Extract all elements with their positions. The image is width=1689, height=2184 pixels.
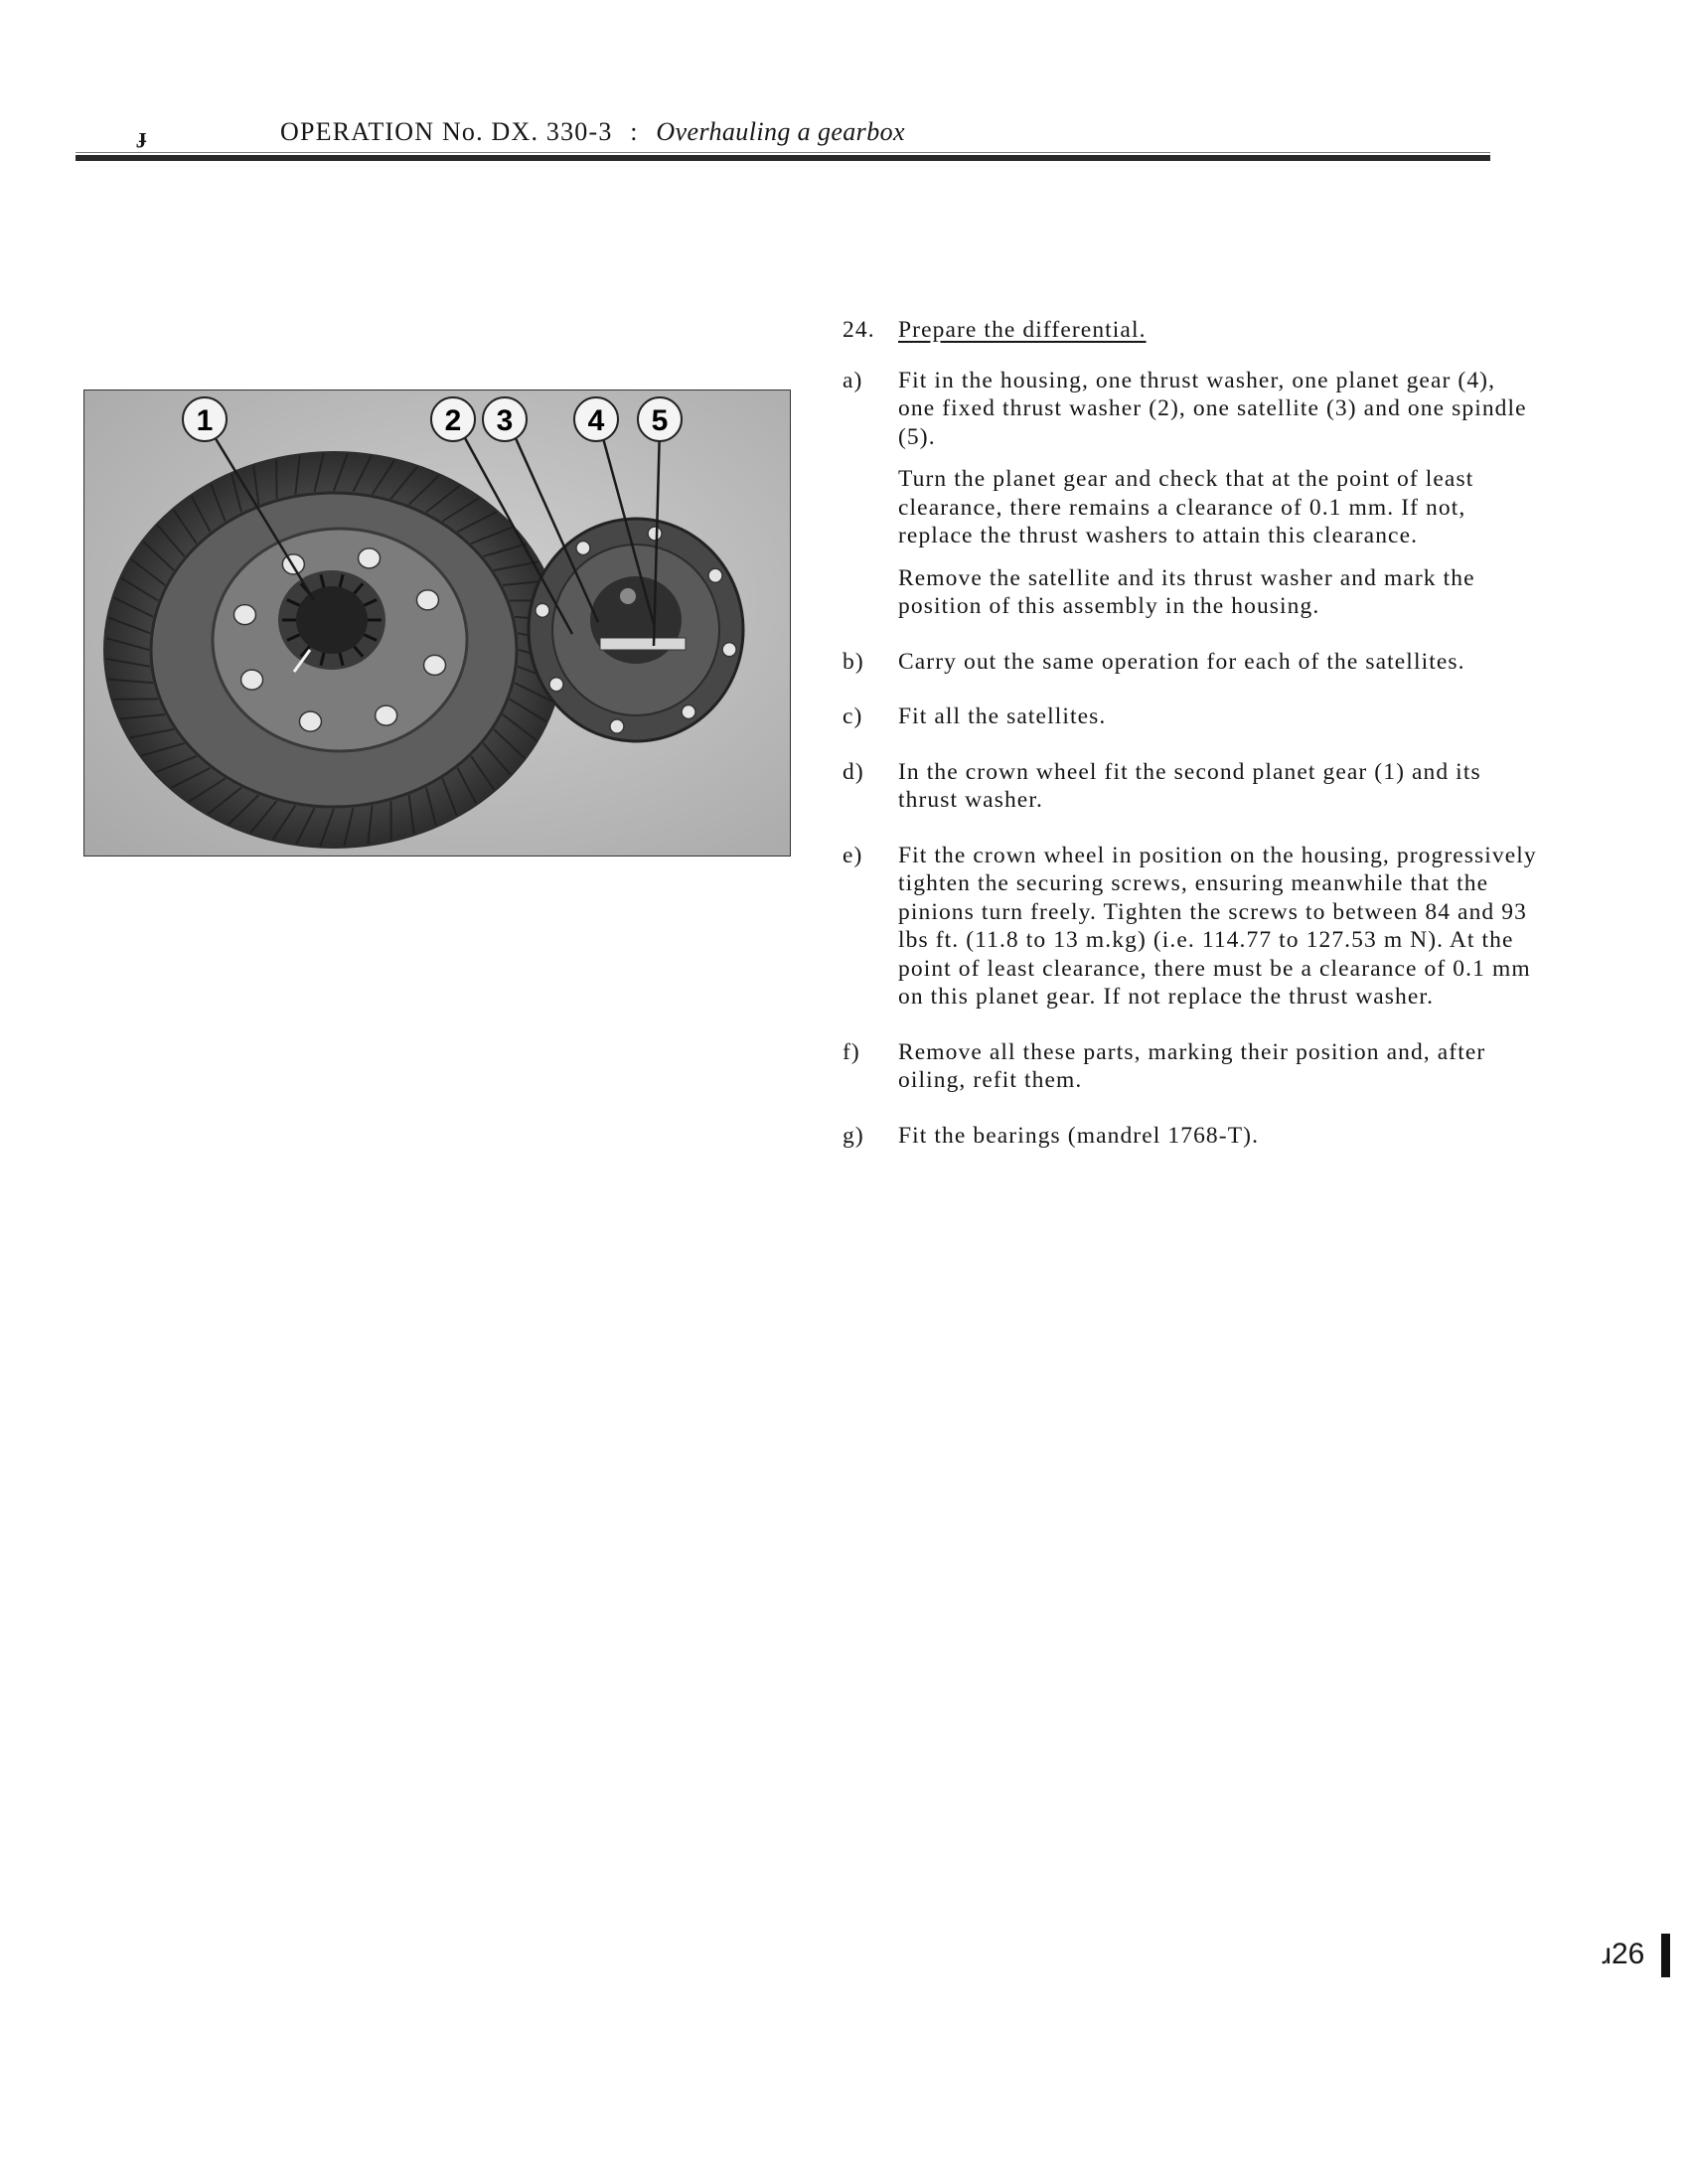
item-paragraph: Remove the satellite and its thrust washer and mark the position of this assembly in the housing.	[898, 564, 1475, 619]
item-paragraph: Fit in the housing, one thrust washer, one planet gear (4), one fixed thrust washer (2), one satellite (3) and one spindle (5).	[898, 367, 1527, 450]
item-letter: b)	[843, 648, 864, 675]
differential-housing	[529, 519, 743, 741]
page-header	[0, 0, 1689, 169]
item-paragraph: Remove all these parts, marking their position and, after oiling, refit them.	[898, 1038, 1486, 1093]
instructions	[843, 316, 1538, 1176]
step-item-a	[843, 367, 1538, 621]
callout-1	[183, 397, 227, 441]
callout-label: 1	[196, 404, 214, 437]
item-body	[898, 758, 1538, 815]
page-edge-bar	[1661, 1934, 1670, 1977]
item-letter: c)	[843, 703, 863, 729]
callout-4	[574, 397, 618, 441]
step-item-e	[843, 842, 1538, 1012]
callout-2	[431, 397, 475, 441]
item-paragraph: Fit the bearings (mandrel 1768-T).	[898, 1122, 1260, 1149]
header-mark: ɟ	[139, 123, 147, 148]
differential-photo	[83, 390, 791, 857]
item-letter: a)	[843, 367, 863, 393]
step-item-g	[843, 1122, 1538, 1151]
item-paragraph: Carry out the same operation for each of the satellites.	[898, 648, 1465, 675]
operation-line	[280, 117, 905, 147]
step-item-b	[843, 648, 1538, 677]
item-paragraph: Turn the planet gear and check that at the point of least clearance, there remains a clearance of 0.1 mm. If not, replace the thrust washers to attain this clearance.	[898, 466, 1474, 548]
item-body	[898, 842, 1538, 1012]
item-body	[898, 1122, 1538, 1151]
item-body	[898, 1038, 1538, 1095]
step-heading	[843, 316, 1538, 345]
crown-wheel	[103, 451, 564, 849]
header-rule	[76, 155, 1490, 161]
item-paragraph: Fit the crown wheel in position on the housing, progressively tighten the securing screws, ensuring meanwhile that the pinions turn freely. Tighten the screws to between 84 and 93 lbs ft. (11.8 to 13 m.kg) (i.e. 114.77 to 127.53 m N). At the point of least clearance, there must be a clearance of 0.1 mm on this planet gear. If not replace the thrust washer.	[898, 842, 1537, 1010]
callout-label: 4	[587, 404, 605, 437]
item-letter: e)	[843, 842, 863, 868]
item-body	[898, 702, 1538, 731]
item-letter: d)	[843, 758, 864, 785]
item-body	[898, 648, 1538, 677]
callout-label: 5	[651, 404, 669, 437]
item-paragraph: In the crown wheel fit the second planet gear (1) and its thrust washer.	[898, 758, 1481, 813]
item-letter: f)	[843, 1038, 860, 1065]
step-number: 24.	[843, 317, 875, 343]
operation-number: OPERATION No. DX. 330-3	[280, 117, 613, 146]
item-body	[898, 367, 1538, 621]
step-title: Prepare the differential.	[898, 317, 1147, 343]
operation-title: Overhauling a gearbox	[656, 117, 905, 146]
callout-5	[638, 397, 682, 441]
callout-3	[483, 397, 527, 441]
step-item-d	[843, 758, 1538, 815]
header-separator: :	[630, 117, 639, 146]
callout-label: 2	[444, 404, 462, 437]
callout-label: 3	[496, 404, 514, 437]
header-rule-thin	[76, 152, 1490, 153]
item-letter: g)	[843, 1122, 864, 1149]
item-paragraph: Fit all the satellites.	[898, 703, 1107, 729]
step-item-f	[843, 1038, 1538, 1095]
step-item-c	[843, 702, 1538, 731]
page-number: ɹ26	[1602, 1938, 1645, 1970]
